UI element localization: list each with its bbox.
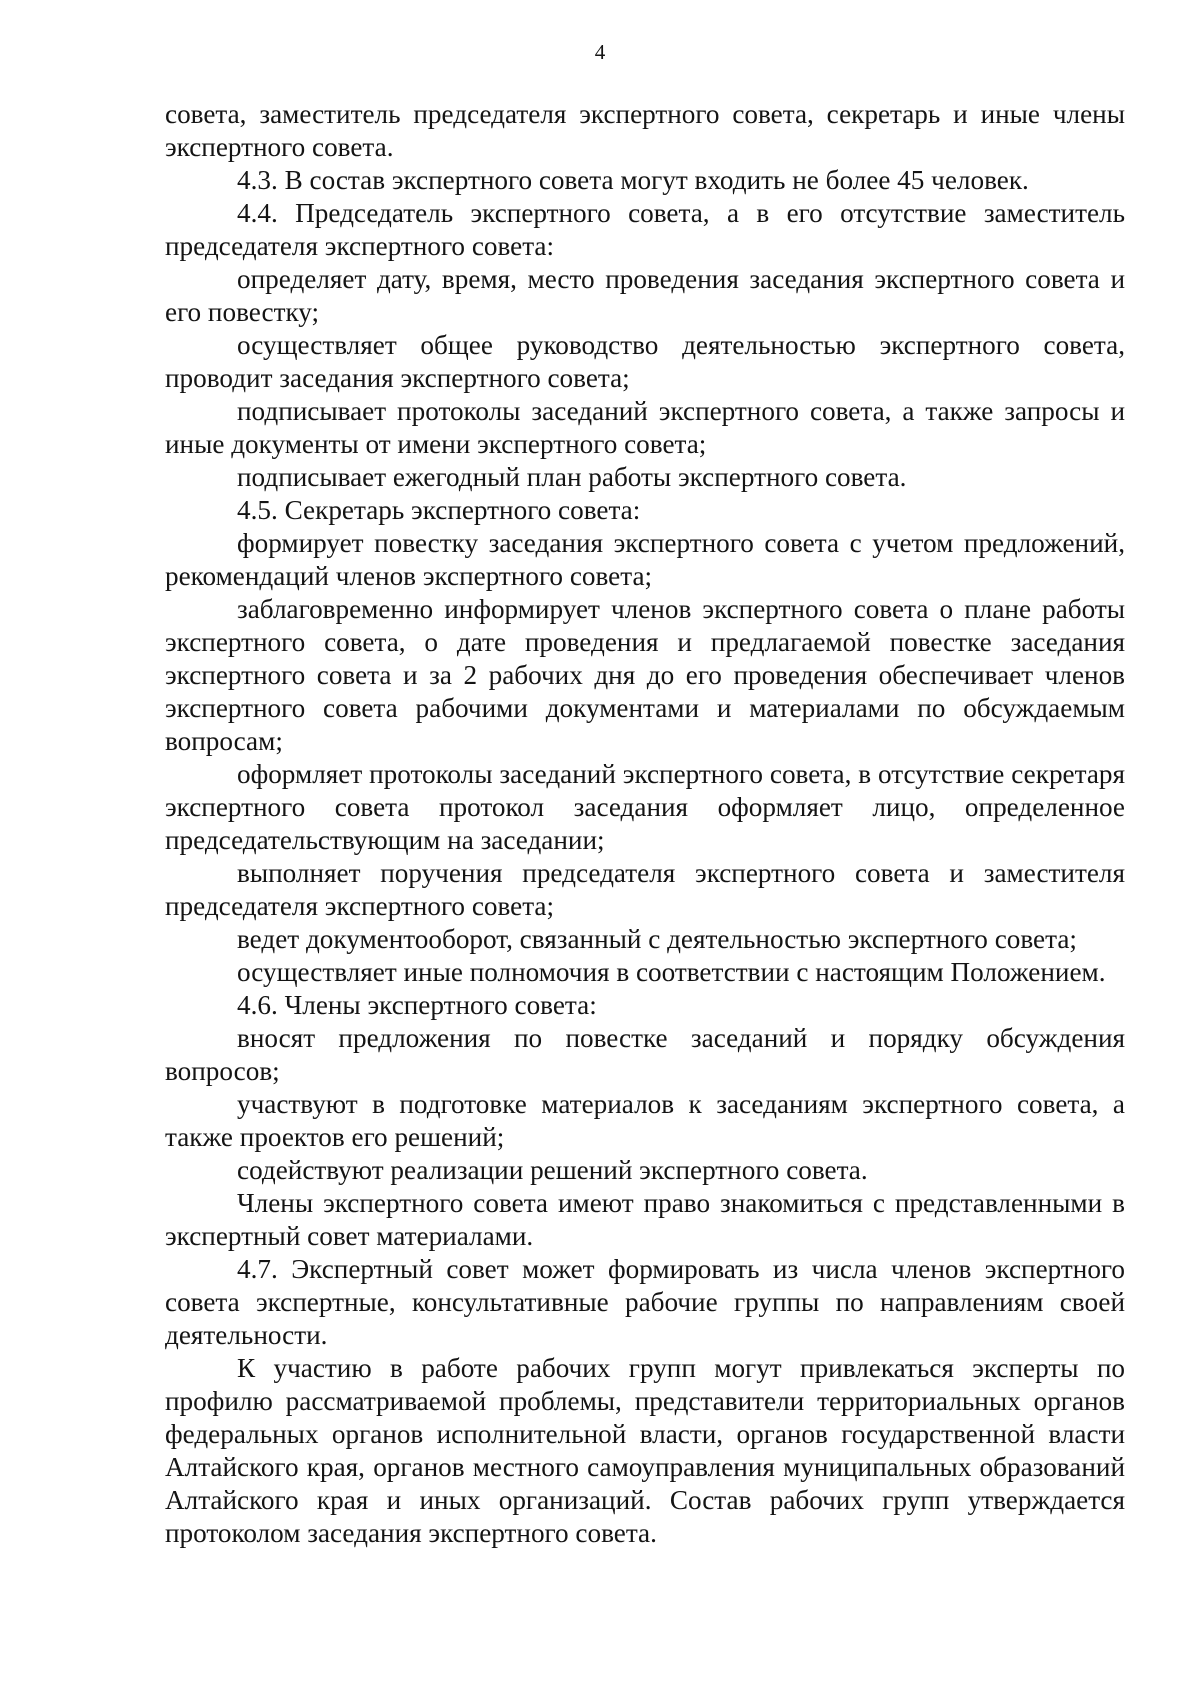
page-number: 4 (594, 40, 606, 64)
paragraph-chair-duty-1: определяет дату, время, место проведения заседания экспертного совета и его повестку; (165, 264, 1125, 327)
paragraph-working-groups: К участию в работе рабочих групп могут привлекаться эксперты по профилю рассматриваемой проблемы, представители территориальных органов федеральных органов исполнительной власти, органов государственной власти Алтайского края, органов местного самоуправления муниципальных образований Алтайского края и иных организаций. Состав рабочих групп утверждается протоколом заседания экспертного совета. (165, 1353, 1125, 1548)
paragraph-member-duty-3: содействуют реализации решений экспертного совета. (237, 1155, 868, 1185)
paragraph-4-6: 4.6. Члены экспертного совета: (237, 990, 597, 1020)
paragraph-member-rights: Члены экспертного совета имеют право знакомиться с представленными в экспертный совет материалами. (165, 1188, 1125, 1251)
document-body (165, 98, 1125, 1550)
paragraph-chair-duty-2: осуществляет общее руководство деятельностью экспертного совета, проводит заседания экспертного совета; (165, 330, 1125, 393)
paragraph-chair-duty-4: подписывает ежегодный план работы экспертного совета. (237, 462, 907, 492)
paragraph-continuation: совета, заместитель председателя экспертного совета, секретарь и иные члены экспертного совета. (165, 99, 1125, 162)
paragraph-4-7: 4.7. Экспертный совет может формировать из числа членов экспертного совета экспертные, консультативные рабочие группы по направлениям своей деятельности. (165, 1254, 1125, 1350)
paragraph-chair-duty-3: подписывает протоколы заседаний экспертного совета, а также запросы и иные документы от имени экспертного совета; (165, 396, 1125, 459)
paragraph-4-5: 4.5. Секретарь экспертного совета: (237, 495, 641, 525)
paragraph-4-4: 4.4. Председатель экспертного совета, а в его отсутствие заместитель председателя экспертного совета: (165, 198, 1125, 261)
paragraph-member-duty-2: участвуют в подготовке материалов к заседаниям экспертного совета, а также проектов его решений; (165, 1089, 1125, 1152)
paragraph-secretary-duty-6: осуществляет иные полномочия в соответствии с настоящим Положением. (237, 957, 1106, 987)
paragraph-member-duty-1: вносят предложения по повестке заседаний и порядку обсуждения вопросов; (165, 1023, 1125, 1086)
paragraph-4-3: 4.3. В состав экспертного совета могут входить не более 45 человек. (237, 165, 1029, 195)
paragraph-secretary-duty-3: оформляет протоколы заседаний экспертного совета, в отсутствие секретаря экспертного совета протокол заседания оформляет лицо, определенное председательствующим на заседании; (165, 759, 1125, 855)
paragraph-secretary-duty-5: ведет документооборот, связанный с деятельностью экспертного совета; (237, 924, 1077, 954)
paragraph-secretary-duty-2: заблаговременно информирует членов экспертного совета о плане работы экспертного совета, о дате проведения и предлагаемой повестке заседания экспертного совета и за 2 рабочих дня до его проведения обеспечивает членов экспертного совета рабочими документами и материалами по обсуждаемым вопросам; (165, 594, 1125, 756)
paragraph-secretary-duty-4: выполняет поручения председателя экспертного совета и заместителя председателя экспертного совета; (165, 858, 1125, 921)
paragraph-secretary-duty-1: формирует повестку заседания экспертного совета с учетом предложений, рекомендаций членов экспертного совета; (165, 528, 1125, 591)
